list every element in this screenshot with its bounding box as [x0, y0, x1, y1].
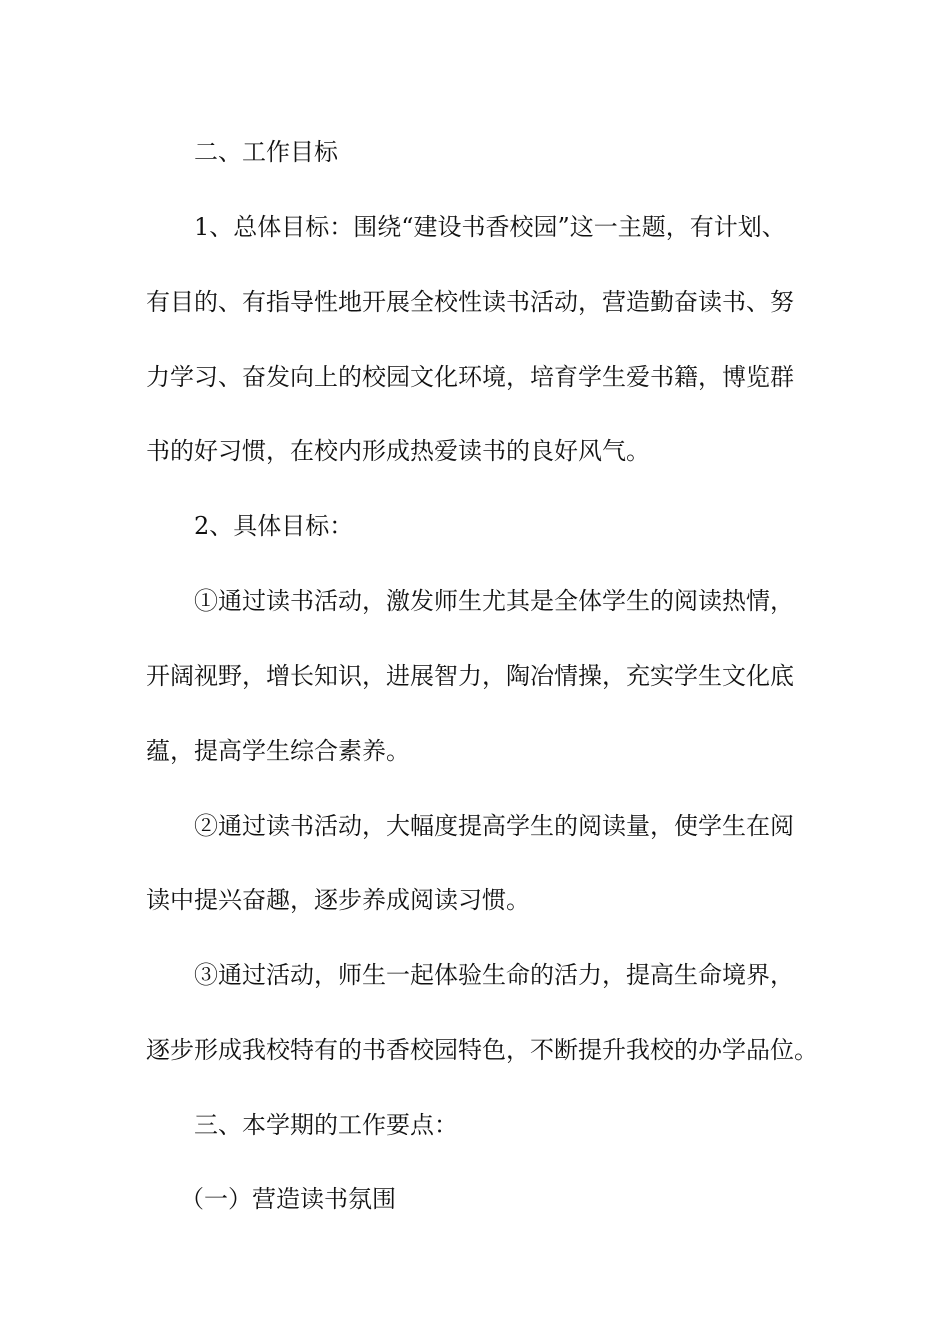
- paragraph-line: ②通过读书活动，大幅度提高学生的阅读量，使学生在阅: [194, 812, 794, 840]
- section-heading-goals: 二、工作目标: [194, 138, 338, 166]
- paragraph-line: 逐步形成我校特有的书香校园特色，不断提升我校的办学品位。: [146, 1036, 818, 1064]
- subheading-specific-goals: 2、具体目标：: [194, 512, 354, 540]
- section-heading-work-points: 三、本学期的工作要点：: [194, 1111, 458, 1139]
- paragraph-line: ③通过活动，师生一起体验生命的活力，提高生命境界，: [194, 961, 794, 989]
- paragraph-line: 有目的、有指导性地开展全校性读书活动，营造勤奋读书、努: [146, 288, 794, 316]
- subsection-heading-reading-atmosphere: （一）营造读书氛围: [180, 1185, 396, 1213]
- paragraph-line: 力学习、奋发向上的校园文化环境，培育学生爱书籍，博览群: [146, 363, 794, 391]
- paragraph-line: 1、总体目标：围绕“建设书香校园”这一主题，有计划、: [194, 213, 786, 241]
- paragraph-line: 书的好习惯，在校内形成热爱读书的良好风气。: [146, 437, 650, 465]
- paragraph-line: 蕴，提高学生综合素养。: [146, 737, 410, 765]
- paragraph-line: 开阔视野，增长知识，进展智力，陶冶情操，充实学生文化底: [146, 662, 794, 690]
- paragraph-line: ①通过读书活动，激发师生尤其是全体学生的阅读热情，: [194, 587, 794, 615]
- paragraph-line: 读中提兴奋趣，逐步养成阅读习惯。: [146, 886, 530, 914]
